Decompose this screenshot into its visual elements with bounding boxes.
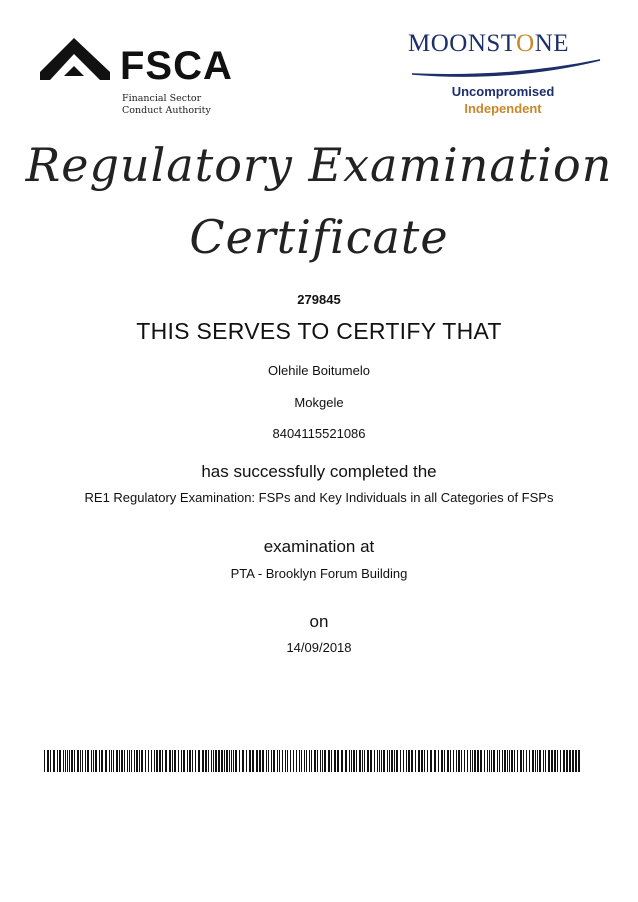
certify-heading: THIS SERVES TO CERTIFY THAT <box>136 318 502 344</box>
fsca-subtitle-line-2: Conduct Authority <box>122 105 211 116</box>
on-label: on <box>309 612 329 631</box>
moonstone-swoosh-icon <box>400 58 606 80</box>
moonstone-logo <box>400 30 610 120</box>
fsca-wordmark: FSCA <box>120 44 233 88</box>
certificate-title-line-2: Certificate <box>189 210 449 264</box>
moonstone-tagline-2: Independent <box>464 101 542 116</box>
candidate-id-number: 8404115521086 <box>272 426 366 441</box>
barcode-icon <box>44 750 584 772</box>
moonstone-wordmark-part-2: O <box>516 30 535 57</box>
examination-date: 14/09/2018 <box>286 640 352 655</box>
candidate-first-names: Olehile Boitumelo <box>268 363 370 378</box>
fsca-logo <box>40 38 240 118</box>
completed-statement: has successfully completed the <box>201 462 437 481</box>
examination-name: RE1 Regulatory Examination: FSPs and Key Individuals in all Categories of FSPs <box>84 490 554 505</box>
moonstone-wordmark-part-1: MOONST <box>408 30 517 57</box>
examination-venue: PTA - Brooklyn Forum Building <box>230 566 408 581</box>
moonstone-wordmark <box>408 30 569 58</box>
certificate-number: 279845 <box>297 292 341 307</box>
examination-at-label: examination at <box>263 537 375 556</box>
moonstone-wordmark-part-3: NE <box>534 30 570 57</box>
certificate-title-line-1: Regulatory Examination <box>25 138 613 192</box>
fsca-roof-icon <box>40 38 112 82</box>
moonstone-tagline-1: Uncompromised <box>451 84 555 99</box>
fsca-subtitle-line-1: Financial Sector <box>122 93 202 104</box>
candidate-surname: Mokgele <box>294 395 344 410</box>
